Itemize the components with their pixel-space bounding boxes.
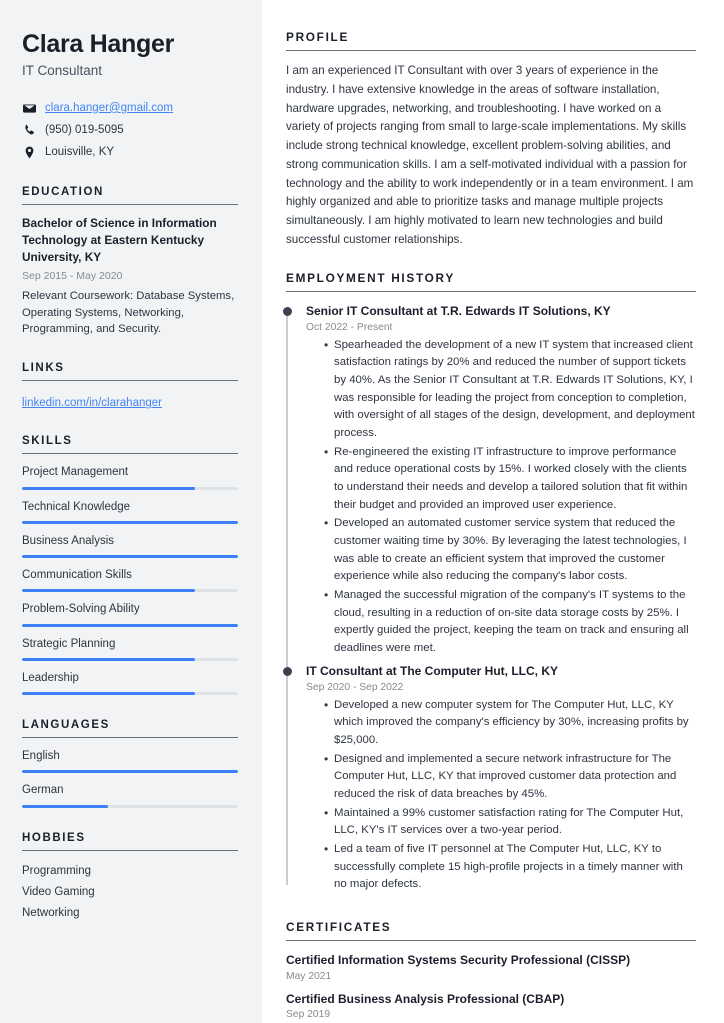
skill-item xyxy=(22,464,238,489)
skill-bar-fill xyxy=(22,521,238,524)
skill-bar-track xyxy=(22,589,238,592)
skill-bar-track xyxy=(22,521,238,524)
employment-bullet-list xyxy=(306,697,696,894)
skill-item xyxy=(22,567,238,592)
hobby-item: Video Gaming xyxy=(22,885,95,898)
links-list xyxy=(22,391,238,411)
hobbies-divider xyxy=(22,850,238,851)
profile-text: I am an experienced IT Consultant with over 3 years of experience in the industry. I have extensive knowledge in the areas of software installation, hardware upgrades, networking, and troubleshooting. I have worked on a variety of projects ranging from small to large-scale implementations. My skills include strong technical knowledge, excellent problem-solving abilities, and strong communication skills. I am a self-motivated individual with a passion for technology and the ability to work independently or in a team environment. I am highly organized and able to prioritize tasks and manage multiple projects simultaneously. I am highly motivated to learn new technologies and build successful customer relationships. xyxy=(286,64,694,247)
employment-bullet: • Spearheaded the development of a new IT system that increased client satisfaction ratings by 20% and reduced the number of support tickets by 40%. As the Senior IT Consultant at T.R. Edwards IT Solutions, KY, I was responsible for leading the project from conception to completion, with oversight of all stages of the design, development, and deployment process. xyxy=(324,337,696,443)
languages-list xyxy=(22,748,238,808)
skill-label: Problem-Solving Ability xyxy=(22,603,140,616)
hobbies-list xyxy=(22,861,238,925)
certificate-date: Sep 2019 xyxy=(286,1009,331,1021)
certificate-title: Certified Information Systems Security Professional (CISSP) xyxy=(286,952,631,967)
employment-entry xyxy=(286,663,696,899)
timeline-dot-icon xyxy=(283,667,292,676)
skill-label: Project Management xyxy=(22,466,129,479)
hobby-item: Networking xyxy=(22,907,80,920)
employment-bullet: • Re-engineered the existing IT infrastructure to improve performance and reduce operational costs by 15%. I worked closely with the clients to understand their needs and develop a tailored solution that fit within their budget and provided an improved user experience. xyxy=(324,444,696,515)
skill-item xyxy=(22,670,238,695)
education-heading: EDUCATION xyxy=(22,185,104,198)
skill-item xyxy=(22,636,238,661)
education-description: Relevant Coursework: Database Systems, Operating Systems, Networking, Programming, and Security. xyxy=(22,289,235,336)
skill-label: Technical Knowledge xyxy=(22,500,131,513)
employment-divider xyxy=(286,291,696,292)
employment-bullet: • Maintained a 99% customer satisfaction rating for The Computer Hut, LLC, KY's IT services over a two-year period. xyxy=(324,805,696,840)
employment-date: Oct 2022 - Present xyxy=(306,321,393,333)
phone-value: (950) 019-5095 xyxy=(45,124,124,136)
employment-title: Senior IT Consultant at T.R. Edwards IT Solutions, KY xyxy=(306,303,611,318)
hobbies-heading: HOBBIES xyxy=(22,831,86,844)
skill-label: Leadership xyxy=(22,671,79,684)
certificate-title: Certified Business Analysis Professional (CBAP) xyxy=(286,991,565,1006)
profile-heading: PROFILE xyxy=(286,30,350,44)
sidebar xyxy=(0,0,262,1023)
skill-bar-track xyxy=(22,692,238,695)
timeline-dot-icon xyxy=(283,307,292,316)
skill-bar-fill xyxy=(22,692,195,695)
sidebar-section-skills xyxy=(22,435,238,695)
education-date: Sep 2015 - May 2020 xyxy=(22,269,123,282)
skill-item xyxy=(22,533,238,558)
sidebar-section-hobbies xyxy=(22,832,238,925)
employment-bullet-list xyxy=(306,337,696,658)
section-certificates xyxy=(286,920,696,1021)
candidate-job-title: IT Consultant xyxy=(22,62,103,78)
certificate-entry xyxy=(286,952,696,982)
skills-divider xyxy=(22,453,238,454)
skill-bar-fill xyxy=(22,589,195,592)
education-entry xyxy=(22,215,238,339)
language-label: English xyxy=(22,750,60,763)
language-bar-track xyxy=(22,805,238,808)
employment-bullet: • Managed the successful migration of the company's IT systems to the cloud, resulting in a reduction of on-site data storage costs by 25%. I expertly guided the project, keeping the team on track and ensuring all deadlines were met. xyxy=(324,587,696,658)
languages-divider xyxy=(22,737,238,738)
links-divider xyxy=(22,380,238,381)
employment-bullet: • Designed and implemented a secure network infrastructure for The Computer Hut, LLC, KY that improved customer data protection and reduced the risk of data breaches by 45%. xyxy=(324,751,696,804)
employment-timeline xyxy=(286,303,696,899)
sidebar-section-languages xyxy=(22,719,238,808)
contact-phone-row xyxy=(22,122,238,139)
employment-bullet: • Led a team of five IT personnel at The Computer Hut, LLC, KY to successfully complete 15 high-profile projects in a timely manner with no major defects. xyxy=(324,841,696,894)
links-heading: LINKS xyxy=(22,362,65,375)
skill-item xyxy=(22,601,238,626)
skill-label: Communication Skills xyxy=(22,569,132,582)
employment-title: IT Consultant at The Computer Hut, LLC, KY xyxy=(306,663,558,678)
education-title: Bachelor of Science in Information Technology at Eastern Kentucky University, KY xyxy=(22,215,217,265)
section-employment-history xyxy=(286,271,696,899)
sidebar-section-links xyxy=(22,362,238,411)
employment-bullet: • Developed an automated customer service system that reduced the customer waiting time by 30%. By leveraging the latest technologies, I was able to create an efficient system that improved the customer experience while also reducing the company's labor costs. xyxy=(324,515,696,586)
certificate-date: May 2021 xyxy=(286,970,332,982)
candidate-name: Clara Hanger xyxy=(22,30,175,58)
skills-heading: SKILLS xyxy=(22,435,73,448)
employment-heading: EMPLOYMENT HISTORY xyxy=(286,270,455,285)
skill-bar-fill xyxy=(22,658,195,661)
language-item xyxy=(22,782,238,807)
contact-location-row xyxy=(22,144,238,161)
education-divider xyxy=(22,204,238,205)
language-bar-fill xyxy=(22,805,108,808)
profile-divider xyxy=(286,50,696,51)
email-link[interactable]: clara.hanger@gmail.com xyxy=(45,101,174,114)
certificate-entry xyxy=(286,991,696,1021)
skill-bar-track xyxy=(22,624,238,627)
map-pin-icon xyxy=(22,146,36,160)
skills-list xyxy=(22,464,238,695)
languages-heading: LANGUAGES xyxy=(22,719,110,732)
contact-email-row xyxy=(22,100,238,117)
language-item xyxy=(22,748,238,773)
skill-bar-fill xyxy=(22,624,238,627)
language-label: German xyxy=(22,784,64,797)
linkedin-link[interactable]: linkedin.com/in/clarahanger xyxy=(22,397,162,410)
envelope-icon xyxy=(22,101,36,115)
language-bar-track xyxy=(22,770,238,773)
hobby-item: Programming xyxy=(22,864,92,877)
section-profile xyxy=(286,30,696,250)
location-value: Louisville, KY xyxy=(45,146,115,159)
certificates-heading: CERTIFICATES xyxy=(286,919,392,934)
employment-date: Sep 2020 - Sep 2022 xyxy=(306,681,404,693)
skill-bar-track xyxy=(22,658,238,661)
certificates-list xyxy=(286,952,696,1021)
language-bar-fill xyxy=(22,770,238,773)
skill-label: Business Analysis xyxy=(22,534,115,547)
employment-entry xyxy=(286,303,696,663)
skill-label: Strategic Planning xyxy=(22,637,116,650)
employment-bullet: • Developed a new computer system for The Computer Hut, LLC, KY which improved the company's efficiency by 30%, increasing profits by $25,000. xyxy=(324,697,696,750)
skill-item xyxy=(22,499,238,524)
skill-bar-fill xyxy=(22,555,238,558)
contact-list xyxy=(22,100,238,162)
skill-bar-track xyxy=(22,487,238,490)
skill-bar-track xyxy=(22,555,238,558)
sidebar-section-education xyxy=(22,186,238,339)
phone-icon xyxy=(22,124,36,138)
skill-bar-fill xyxy=(22,487,195,490)
main-content xyxy=(262,0,724,1023)
certificates-divider xyxy=(286,940,696,941)
